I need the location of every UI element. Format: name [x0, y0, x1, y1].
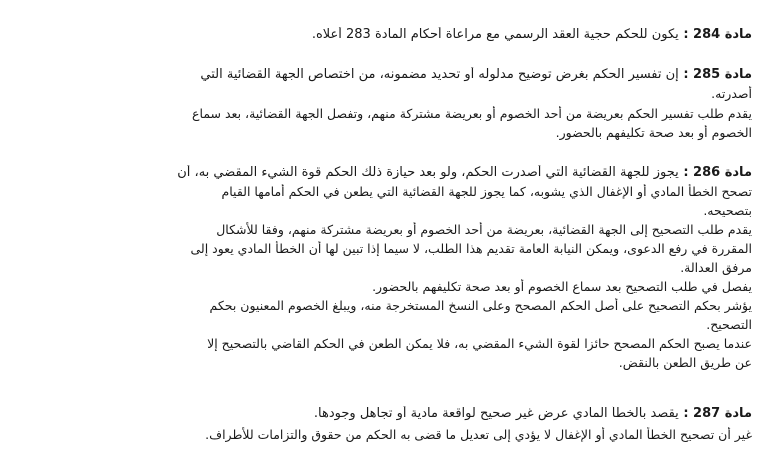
- article-285-heading: [0, 67, 752, 84]
- article-286-line-2: تصحح الخطأ المادي أو الإغفال الذي يشوبه، كما يجوز للجهة القضائية التي يطعن في الحكم أمامها القيام: [221, 184, 752, 199]
- article-286-line-1: يجوز للجهة القضائية التي أصدرت الحكم، ولو بعد حيازة ذلك الحكم قوة الشيء المقضي به، أن: [177, 165, 679, 180]
- article-286-line-6: مرفق العدالة.: [680, 260, 752, 275]
- article-285-line-1: إن تفسير الحكم بغرض توضيح مدلوله أو تحديد مضمونه، من اختصاص الجهة القضائية التي: [200, 67, 679, 82]
- article-286-line-11: عن طريق الطعن بالنقض.: [618, 355, 752, 370]
- article-286-line-5: المقررة في رفع الدعوى، ويمكن النيابة العامة تقديم هذا الطلب، لا سيما إذا تبين لها أن الخطأ المادي يعود إلى: [190, 241, 752, 256]
- article-285-line-4: الخصوم أو بعد صحة تكليفهم بالحضور.: [555, 125, 752, 140]
- article-285-line-3: يقدم طلب تفسير الحكم بعريضة من أحد الخصوم أو بعريضة مشتركة منهم، وتفصل الجهة القضائية، بعد سماع: [192, 106, 752, 121]
- article-284-heading: [0, 27, 752, 44]
- article-287-line-2: غير أن تصحيح الخطأ المادي أو الإغفال لا يؤدي إلى تعديل ما قضى به الحكم من حقوق والتزامات للأطراف.: [205, 427, 752, 442]
- article-286-line-10: عندما يصبح الحكم المصحح حائزا لقوة الشيء المقضي به، فلا يمكن الطعن في الحكم القاضي بالتصحيح إلا: [207, 336, 752, 351]
- article-287-heading: [0, 406, 752, 423]
- article-285-label: مادة 285 :: [683, 67, 752, 82]
- article-286-line-9: التصحيح.: [706, 317, 752, 332]
- article-285-line-2: أصدرته.: [711, 86, 752, 101]
- article-284-line-1: يكون للحكم حجية العقد الرسمي مع مراعاة أحكام المادة 283 أعلاه.: [311, 27, 679, 42]
- article-287-label: مادة 287 :: [683, 406, 752, 421]
- article-286-line-7: يفصل في طلب التصحيح بعد سماع الخصوم أو بعد صحة تكليفهم بالحضور.: [372, 279, 752, 294]
- article-287-line-1: يقصد بالخطأ المادي عرض غير صحيح لواقعة مادية أو تجاهل وجودها.: [313, 406, 679, 421]
- article-286-heading: [0, 165, 752, 182]
- article-286-line-4: يقدم طلب التصحيح إلى الجهة القضائية، بعريضة من أحد الخصوم أو بعريضة مشتركة منهم، وفقا للأشكال: [216, 222, 752, 237]
- article-286-label: مادة 286 :: [683, 165, 752, 180]
- article-284-label: مادة 284 :: [683, 27, 752, 42]
- article-286-line-3: بتصحيحه.: [703, 203, 752, 218]
- article-286-line-8: يؤشر بحكم التصحيح على أصل الحكم المصحح وعلى النسخ المستخرجة منه، ويبلغ الخصوم المعنيون بحكم: [209, 298, 752, 313]
